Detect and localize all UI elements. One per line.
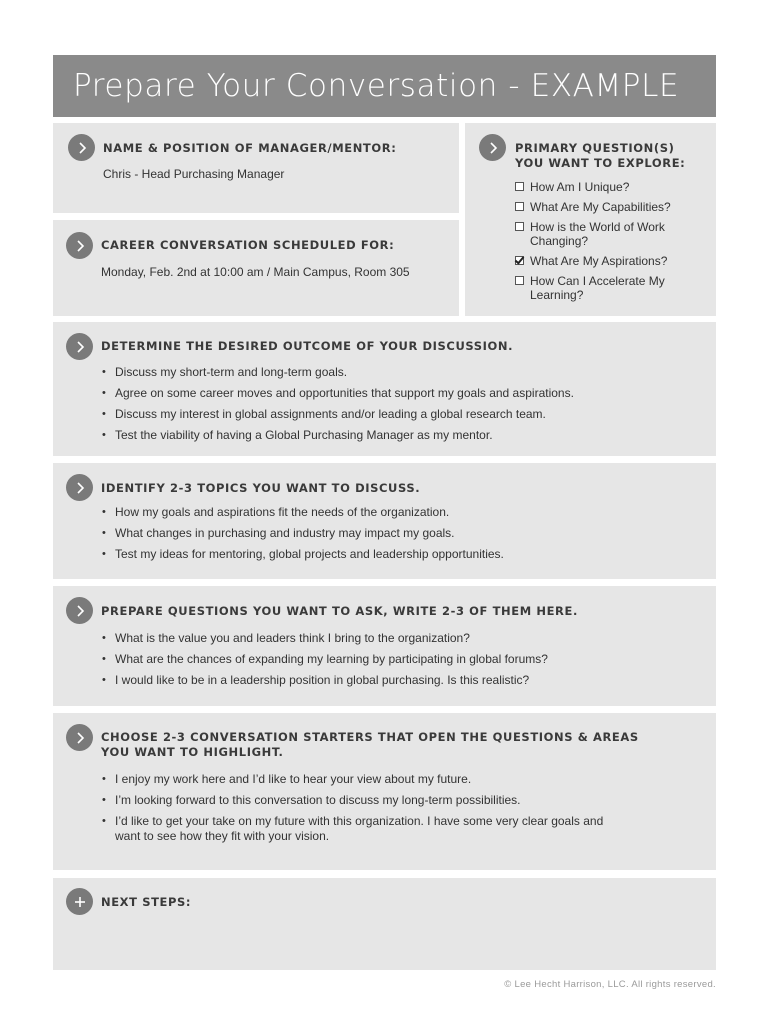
next-steps-heading: NEXT STEPS: bbox=[101, 895, 192, 909]
checklist-item[interactable] bbox=[515, 274, 670, 302]
list-item: • Agree on some career moves and opportunities that support my goals and aspirations. bbox=[101, 386, 701, 401]
list-item: • What is the value you and leaders think I bring to the organization? bbox=[101, 631, 701, 646]
primary-questions-heading-line2: YOU WANT TO EXPLORE: bbox=[515, 156, 686, 170]
checklist-label: How Can I Accelerate My Learning? bbox=[530, 274, 665, 302]
manager-value: Chris - Head Purchasing Manager bbox=[103, 167, 285, 181]
checklist-item[interactable] bbox=[515, 220, 695, 248]
outcome-heading: DETERMINE THE DESIRED OUTCOME OF YOUR DISCUSSION. bbox=[101, 339, 514, 353]
list-item: • I’d like to get your take on my future with this organization. I have some very clear goals and want to see how they fit with your vision. bbox=[101, 814, 616, 844]
checkbox[interactable] bbox=[515, 222, 524, 231]
topics-list bbox=[101, 505, 701, 568]
checkbox[interactable] bbox=[515, 202, 524, 211]
list-item: • Discuss my interest in global assignments and/or leading a global research team. bbox=[101, 407, 701, 422]
chevron-right-icon bbox=[66, 597, 93, 624]
plus-icon bbox=[66, 888, 93, 915]
list-item: • Discuss my short-term and long-term goals. bbox=[101, 365, 701, 380]
primary-questions-heading-line1: PRIMARY QUESTION(S) bbox=[515, 141, 675, 155]
list-item: • I would like to be in a leadership position in global purchasing. Is this realistic? bbox=[101, 673, 701, 688]
list-item: • I’m looking forward to this conversation to discuss my long-term possibilities. bbox=[101, 793, 616, 808]
copyright-footer: © Lee Hecht Harrison, LLC. All rights reserved. bbox=[504, 979, 716, 990]
manager-heading: NAME & POSITION OF MANAGER/MENTOR: bbox=[103, 141, 397, 155]
checklist-item[interactable] bbox=[515, 180, 705, 194]
chevron-right-icon bbox=[66, 333, 93, 360]
list-item: • Test the viability of having a Global Purchasing Manager as my mentor. bbox=[101, 428, 701, 443]
chevron-right-icon bbox=[66, 724, 93, 751]
scheduled-value: Monday, Feb. 2nd at 10:00 am / Main Campus, Room 305 bbox=[101, 265, 410, 279]
checkbox-checked[interactable] bbox=[515, 256, 524, 265]
checklist-label: What Are My Capabilities? bbox=[530, 200, 671, 214]
checklist-item[interactable] bbox=[515, 254, 705, 268]
starters-heading-line1: CHOOSE 2-3 CONVERSATION STARTERS THAT OPEN THE QUESTIONS & AREAS bbox=[101, 730, 639, 744]
checklist-label: How Am I Unique? bbox=[530, 180, 630, 194]
checkbox[interactable] bbox=[515, 276, 524, 285]
next-steps-panel bbox=[53, 878, 716, 970]
list-item: • Test my ideas for mentoring, global projects and leadership opportunities. bbox=[101, 547, 701, 562]
chevron-right-icon bbox=[479, 134, 506, 161]
questions-list bbox=[101, 631, 701, 694]
scheduled-heading: CAREER CONVERSATION SCHEDULED FOR: bbox=[101, 238, 395, 252]
list-item: • How my goals and aspirations fit the needs of the organization. bbox=[101, 505, 701, 520]
list-item: • What changes in purchasing and industry may impact my goals. bbox=[101, 526, 701, 541]
questions-heading: PREPARE QUESTIONS YOU WANT TO ASK, WRITE 2-3 OF THEM HERE. bbox=[101, 604, 578, 618]
checklist-label: What Are My Aspirations? bbox=[530, 254, 668, 268]
checklist-label: How is the World of Work Changing? bbox=[530, 220, 665, 248]
topics-heading: IDENTIFY 2-3 TOPICS YOU WANT TO DISCUSS. bbox=[101, 481, 421, 495]
list-item: • I enjoy my work here and I’d like to hear your view about my future. bbox=[101, 772, 616, 787]
list-item: • What are the chances of expanding my learning by participating in global forums? bbox=[101, 652, 701, 667]
page-header bbox=[53, 55, 716, 117]
starters-heading-line2: YOU WANT TO HIGHLIGHT. bbox=[101, 745, 284, 759]
chevron-right-icon bbox=[68, 134, 95, 161]
starters-list bbox=[101, 772, 616, 850]
checklist-item[interactable] bbox=[515, 200, 705, 214]
chevron-right-icon bbox=[66, 232, 93, 259]
checkbox[interactable] bbox=[515, 182, 524, 191]
outcome-list bbox=[101, 365, 701, 449]
primary-questions-checklist bbox=[515, 180, 705, 308]
page-title: Prepare Your Conversation - EXAMPLE bbox=[73, 68, 680, 104]
chevron-right-icon bbox=[66, 474, 93, 501]
